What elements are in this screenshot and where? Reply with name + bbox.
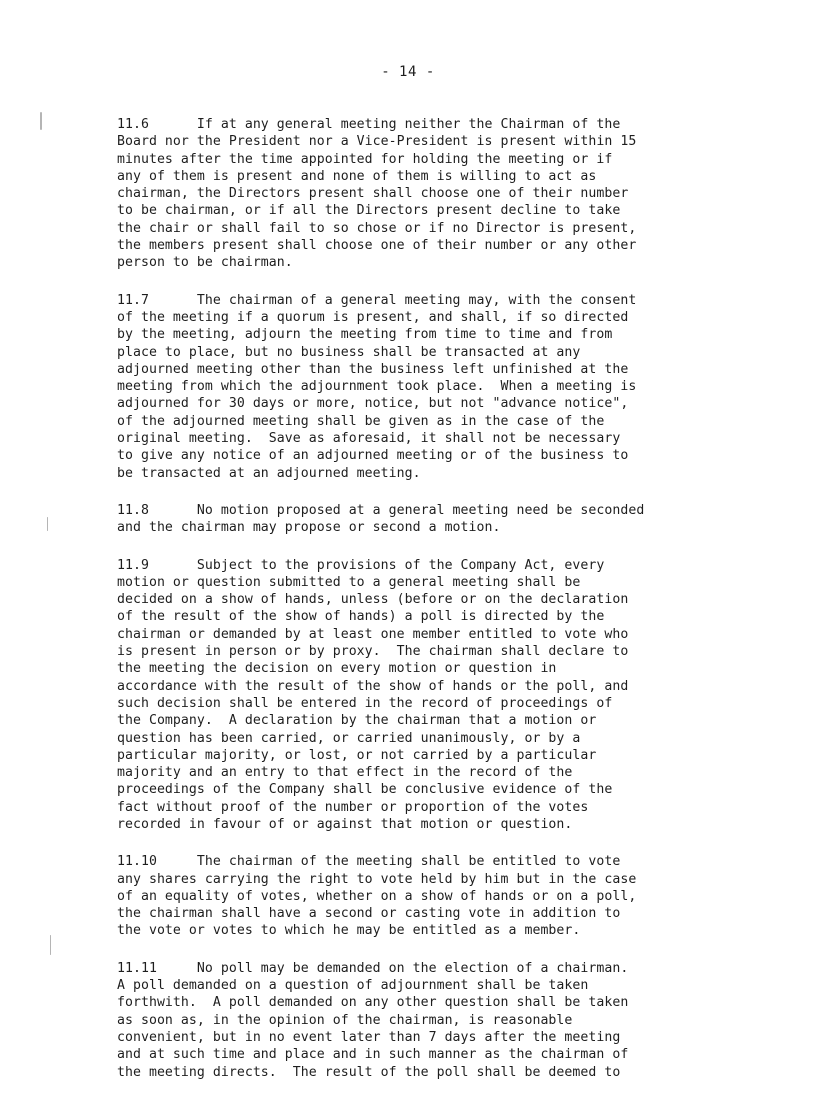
scan-mark [50, 935, 51, 955]
text-line: of the adjourned meeting shall be given as in the case of the [117, 413, 605, 429]
text-line: 11.11 No poll may be demanded on the election of a chairman. [117, 960, 629, 976]
text-line: by the meeting, adjourn the meeting from time to time and from [117, 327, 613, 343]
text-line: person to be chairman. [117, 255, 293, 271]
text-line: the members present shall choose one of their number or any other [117, 238, 637, 254]
text-line: A poll demanded on a question of adjournment shall be taken [117, 978, 589, 994]
scan-mark [47, 517, 48, 531]
text-line: such decision shall be entered in the record of proceedings of [117, 695, 613, 711]
text-line: proceedings of the Company shall be conclusive evidence of the [117, 782, 613, 798]
text-line: the Company. A declaration by the chairman that a motion or [117, 713, 597, 729]
text-line: question has been carried, or carried unanimously, or by a [117, 730, 581, 746]
text-line: to be chairman, or if all the Directors present decline to take [117, 203, 621, 219]
section-11-10 [117, 853, 737, 939]
scan-mark [40, 112, 42, 130]
text-line: as soon as, in the opinion of the chairman, is reasonable [117, 1012, 573, 1028]
text-line: the chair or shall fail to so chose or if no Director is present, [117, 220, 637, 236]
text-line: chairman, the Directors present shall choose one of their number [117, 186, 629, 202]
text-line: Board nor the President nor a Vice-President is present within 15 [117, 134, 637, 150]
text-line: forthwith. A poll demanded on any other question shall be taken [117, 995, 629, 1011]
text-line: majority and an entry to that effect in the record of the [117, 765, 573, 781]
text-line: the meeting directs. The result of the poll shall be deemed to [117, 1064, 621, 1080]
text-line: of the meeting if a quorum is present, and shall, if so directed [117, 309, 629, 325]
text-line: 11.9 Subject to the provisions of the Company Act, every [117, 557, 605, 573]
text-line: fact without proof of the number or proportion of the votes [117, 799, 589, 815]
text-line: 11.8 No motion proposed at a general meeting need be seconded [117, 502, 645, 518]
text-line: adjourned for 30 days or more, notice, but not "advance notice", [117, 396, 629, 412]
text-line: to give any notice of an adjourned meeting or of the business to [117, 448, 629, 464]
text-line: and the chairman may propose or second a motion. [117, 520, 501, 536]
section-11-9 [117, 557, 737, 834]
text-line: motion or question submitted to a general meeting shall be [117, 574, 581, 590]
text-line: and at such time and place and in such manner as the chairman of [117, 1047, 629, 1063]
text-line: convenient, but in no event later than 7 days after the meeting [117, 1029, 621, 1045]
text-line: be transacted at an adjourned meeting. [117, 465, 421, 481]
text-line: any shares carrying the right to vote held by him but in the case [117, 871, 637, 887]
text-line: accordance with the result of the show of hands or the poll, and [117, 678, 629, 694]
text-line: original meeting. Save as aforesaid, it shall not be necessary [117, 431, 621, 447]
text-line: 11.6 If at any general meeting neither the Chairman of the [117, 117, 621, 132]
text-line: decided on a show of hands, unless (before or on the declaration [117, 592, 629, 608]
section-11-11 [117, 960, 737, 1081]
text-line: the meeting the decision on every motion or question in [117, 661, 557, 677]
text-line: recorded in favour of or against that motion or question. [117, 816, 573, 832]
text-line: meeting from which the adjournment took place. When a meeting is [117, 379, 637, 395]
text-line: of the result of the show of hands) a poll is directed by the [117, 609, 605, 625]
text-line: adjourned meeting other than the business left unfinished at the [117, 361, 629, 377]
text-line: any of them is present and none of them is willing to act as [117, 168, 597, 184]
text-line: 11.7 The chairman of a general meeting may, with the consent [117, 292, 637, 308]
text-line: of an equality of votes, whether on a show of hands or on a poll, [117, 888, 637, 904]
section-11-7 [117, 292, 737, 482]
text-line: 11.10 The chairman of the meeting shall be entitled to vote [117, 854, 621, 870]
section-11-6 [117, 116, 737, 272]
page-number: - 14 - [381, 64, 435, 80]
text-line: the chairman shall have a second or casting vote in addition to [117, 906, 621, 922]
text-line: particular majority, or lost, or not carried by a particular [117, 747, 597, 763]
document-body [117, 116, 737, 1101]
text-line: the vote or votes to which he may be entitled as a member. [117, 923, 581, 939]
text-line: chairman or demanded by at least one member entitled to vote who [117, 626, 629, 642]
text-line: is present in person or by proxy. The chairman shall declare to [117, 644, 629, 660]
text-line: minutes after the time appointed for holding the meeting or if [117, 151, 613, 167]
section-11-8 [117, 502, 737, 537]
text-line: place to place, but no business shall be transacted at any [117, 344, 581, 360]
